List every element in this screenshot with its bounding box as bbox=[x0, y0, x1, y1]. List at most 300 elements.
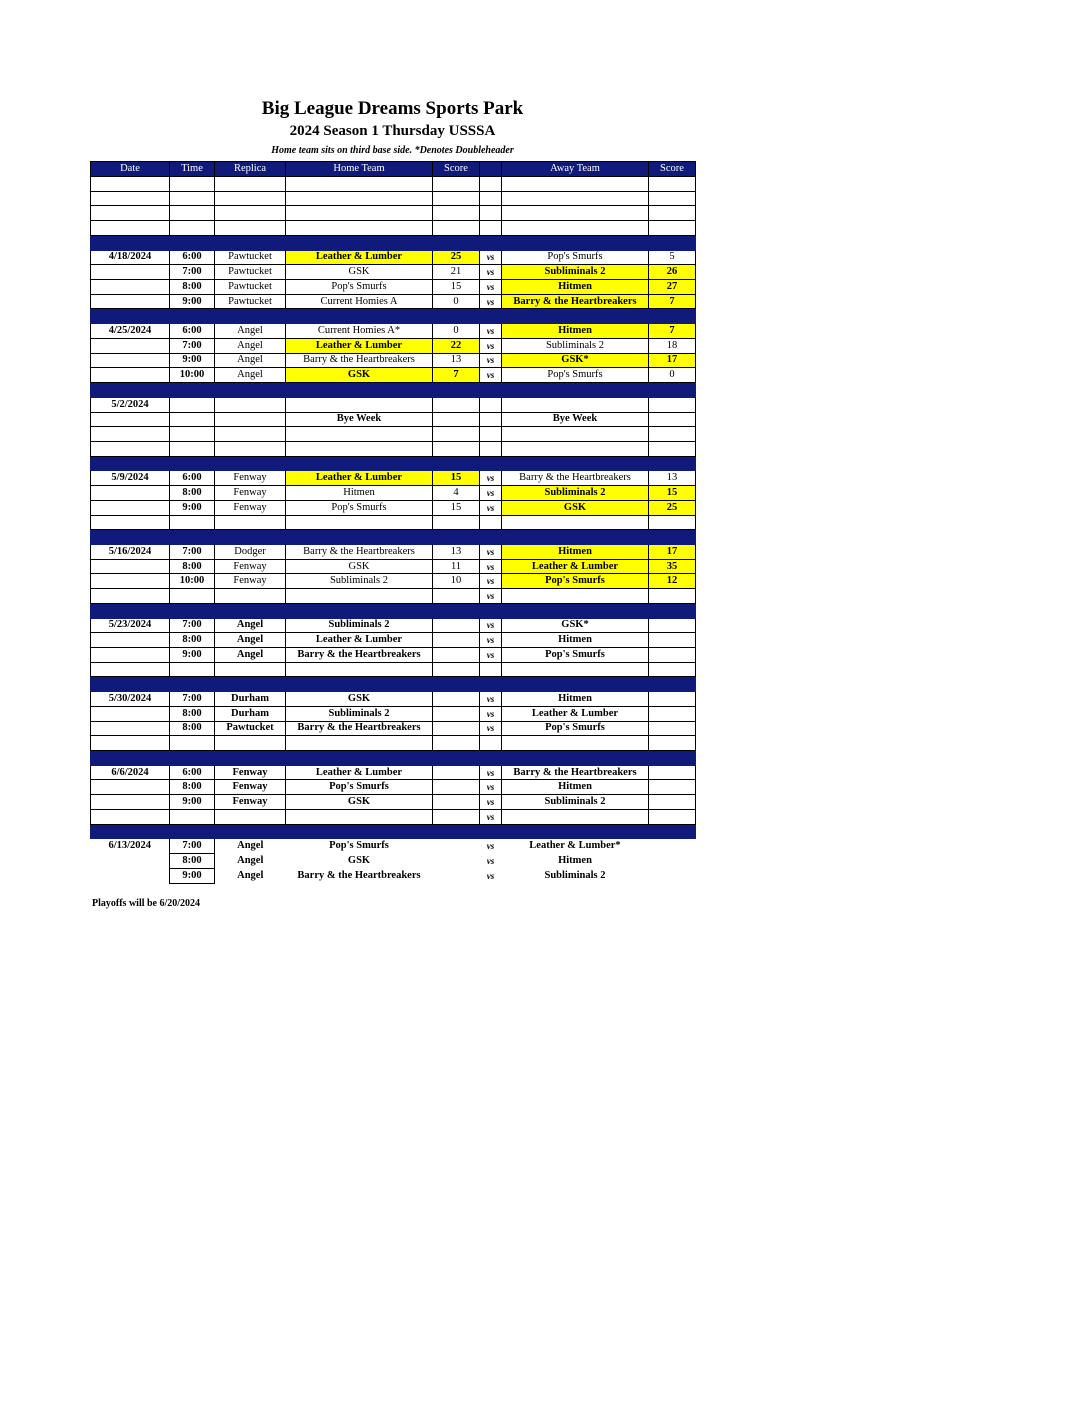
away-team-cell bbox=[502, 589, 649, 604]
time-cell bbox=[170, 677, 215, 692]
away-score-cell bbox=[649, 235, 696, 250]
date-cell bbox=[91, 809, 170, 824]
away-score-cell: 12 bbox=[649, 574, 696, 589]
replica-cell: Fenway bbox=[215, 574, 286, 589]
away-team-cell: Barry & the Heartbreakers bbox=[502, 765, 649, 780]
home-score-cell: 10 bbox=[433, 574, 480, 589]
time-cell: 7:00 bbox=[170, 265, 215, 280]
home-team-cell bbox=[286, 309, 433, 324]
vs-cell: vs bbox=[480, 780, 502, 795]
date-cell bbox=[91, 603, 170, 618]
vs-cell: vs bbox=[480, 706, 502, 721]
replica-cell bbox=[215, 751, 286, 766]
blank-row bbox=[91, 221, 696, 236]
replica-cell bbox=[215, 456, 286, 471]
replica-cell bbox=[215, 309, 286, 324]
away-team-cell: Barry & the Heartbreakers bbox=[502, 471, 649, 486]
home-team-cell bbox=[286, 824, 433, 839]
vs-cell bbox=[480, 412, 502, 427]
home-score-cell bbox=[433, 427, 480, 442]
time-cell: 6:00 bbox=[170, 471, 215, 486]
home-team-cell: GSK bbox=[347, 854, 371, 866]
time-cell: 8:00 bbox=[170, 280, 215, 295]
away-score-cell: 7 bbox=[649, 324, 696, 339]
time-cell bbox=[170, 456, 215, 471]
home-team-cell: Pop's Smurfs bbox=[286, 280, 433, 295]
time-cell bbox=[170, 221, 215, 236]
time-cell bbox=[170, 530, 215, 545]
table-row bbox=[91, 574, 696, 589]
vs-cell: vs bbox=[480, 338, 502, 353]
away-team-cell bbox=[502, 662, 649, 677]
vs-cell: vs bbox=[480, 559, 502, 574]
away-score-cell bbox=[649, 795, 696, 810]
time-cell: 6:00 bbox=[170, 324, 215, 339]
table-row bbox=[91, 338, 696, 353]
home-team-cell bbox=[286, 736, 433, 751]
home-score-cell bbox=[433, 824, 480, 839]
date-cell bbox=[91, 795, 170, 810]
blank-row bbox=[91, 662, 696, 677]
table-row bbox=[91, 265, 696, 280]
table-row bbox=[91, 706, 696, 721]
col-header-replica: Replica bbox=[215, 162, 286, 177]
away-score-cell bbox=[649, 456, 696, 471]
home-score-cell bbox=[433, 751, 480, 766]
date-cell bbox=[91, 662, 170, 677]
home-team-cell bbox=[286, 530, 433, 545]
away-score-cell bbox=[649, 721, 696, 736]
vs-cell: vs bbox=[480, 765, 502, 780]
week-separator-row bbox=[91, 456, 696, 471]
away-team-cell: Hitmen bbox=[502, 692, 649, 707]
home-score-cell bbox=[433, 662, 480, 677]
replica-cell: Durham bbox=[215, 692, 286, 707]
time-cell: 8:00 bbox=[170, 486, 215, 501]
away-score-cell: 0 bbox=[649, 368, 696, 383]
date-cell bbox=[91, 441, 170, 456]
home-score-cell bbox=[433, 648, 480, 663]
away-score-cell bbox=[649, 648, 696, 663]
replica-cell: Angel bbox=[237, 840, 264, 852]
date-cell bbox=[91, 500, 170, 515]
replica-cell bbox=[215, 191, 286, 206]
date-cell bbox=[91, 177, 170, 192]
time-cell bbox=[170, 824, 215, 839]
home-score-cell bbox=[433, 868, 480, 883]
home-team-cell bbox=[286, 809, 433, 824]
vs-cell: vs bbox=[486, 870, 495, 881]
time-cell bbox=[170, 383, 215, 398]
time-cell bbox=[170, 589, 215, 604]
away-score-cell: 35 bbox=[649, 559, 696, 574]
table-row bbox=[91, 809, 696, 824]
replica-cell bbox=[215, 383, 286, 398]
table-row bbox=[91, 795, 696, 810]
time-cell: 8:00 bbox=[170, 633, 215, 648]
time-cell: 9:00 bbox=[170, 500, 215, 515]
away-team-cell bbox=[502, 456, 649, 471]
home-team-cell: Barry & the Heartbreakers bbox=[286, 721, 433, 736]
time-cell: 7:00 bbox=[170, 338, 215, 353]
away-team-cell bbox=[502, 751, 649, 766]
away-team-cell: Hitmen bbox=[502, 633, 649, 648]
home-score-cell bbox=[433, 765, 480, 780]
date-cell bbox=[91, 338, 170, 353]
away-score-cell bbox=[649, 589, 696, 604]
date-cell bbox=[91, 456, 170, 471]
replica-cell bbox=[215, 589, 286, 604]
home-team-cell: Current Homies A* bbox=[286, 324, 433, 339]
away-team-cell bbox=[502, 191, 649, 206]
week-separator-row bbox=[91, 603, 696, 618]
replica-cell: Fenway bbox=[215, 780, 286, 795]
replica-cell: Angel bbox=[215, 618, 286, 633]
away-team-cell bbox=[502, 397, 649, 412]
home-team-cell: Barry & the Heartbreakers bbox=[286, 353, 433, 368]
time-cell bbox=[170, 177, 215, 192]
home-team-cell: Hitmen bbox=[286, 486, 433, 501]
table-row bbox=[91, 765, 696, 780]
date-cell bbox=[91, 191, 170, 206]
vs-cell bbox=[480, 221, 502, 236]
away-team-cell: Hitmen bbox=[502, 780, 649, 795]
blank-row bbox=[91, 441, 696, 456]
replica-cell bbox=[215, 809, 286, 824]
time-cell: 10:00 bbox=[170, 368, 215, 383]
vs-cell: vs bbox=[480, 324, 502, 339]
home-score-cell: 13 bbox=[433, 353, 480, 368]
home-score-cell: 7 bbox=[433, 368, 480, 383]
away-team-cell bbox=[502, 809, 649, 824]
table-header-row bbox=[91, 162, 696, 177]
home-team-cell bbox=[286, 427, 433, 442]
date-cell bbox=[91, 677, 170, 692]
date-cell bbox=[91, 309, 170, 324]
time-cell bbox=[170, 809, 215, 824]
home-score-cell bbox=[433, 515, 480, 530]
home-score-cell: 0 bbox=[433, 324, 480, 339]
table-row bbox=[91, 780, 696, 795]
blank-row bbox=[91, 191, 696, 206]
home-score-cell bbox=[433, 441, 480, 456]
away-team-cell bbox=[502, 530, 649, 545]
date-cell bbox=[91, 368, 170, 383]
home-team-cell: Leather & Lumber bbox=[286, 250, 433, 265]
away-team-cell bbox=[502, 206, 649, 221]
home-score-cell: 11 bbox=[433, 559, 480, 574]
home-score-cell: 22 bbox=[433, 338, 480, 353]
away-score-cell: 7 bbox=[649, 294, 696, 309]
replica-cell bbox=[215, 427, 286, 442]
home-team-cell: GSK bbox=[286, 692, 433, 707]
time-cell: 8:00 bbox=[170, 559, 215, 574]
vs-cell bbox=[480, 206, 502, 221]
vs-cell: vs bbox=[480, 471, 502, 486]
date-cell bbox=[91, 412, 170, 427]
home-score-cell bbox=[433, 795, 480, 810]
replica-cell: Angel bbox=[237, 869, 264, 881]
home-score-cell: 13 bbox=[433, 544, 480, 559]
away-team-cell: Hitmen bbox=[502, 544, 649, 559]
date-cell bbox=[91, 280, 170, 295]
home-team-cell: GSK bbox=[286, 265, 433, 280]
blank-row bbox=[91, 736, 696, 751]
home-team-cell bbox=[286, 235, 433, 250]
vs-cell bbox=[480, 677, 502, 692]
away-score-cell bbox=[649, 603, 696, 618]
vs-cell: vs bbox=[480, 280, 502, 295]
home-team-cell: Leather & Lumber bbox=[286, 338, 433, 353]
home-score-cell bbox=[433, 221, 480, 236]
away-team-cell: Hitmen bbox=[502, 324, 649, 339]
replica-cell: Angel bbox=[215, 338, 286, 353]
replica-cell bbox=[215, 677, 286, 692]
date-cell bbox=[91, 780, 170, 795]
table-row bbox=[91, 618, 696, 633]
replica-cell: Fenway bbox=[215, 559, 286, 574]
away-team-cell bbox=[502, 235, 649, 250]
home-team-cell: GSK bbox=[286, 368, 433, 383]
replica-cell: Angel bbox=[215, 353, 286, 368]
home-team-cell bbox=[286, 441, 433, 456]
away-team-cell: Subliminals 2 bbox=[502, 338, 649, 353]
date-cell bbox=[91, 824, 170, 839]
home-score-cell: 15 bbox=[433, 500, 480, 515]
time-cell: 9:00 bbox=[170, 868, 215, 883]
date-cell bbox=[91, 353, 170, 368]
date-cell bbox=[91, 751, 170, 766]
time-cell: 9:00 bbox=[170, 294, 215, 309]
col-header-home-team: Home Team bbox=[286, 162, 433, 177]
table-row bbox=[91, 868, 696, 883]
vs-cell bbox=[480, 662, 502, 677]
home-team-cell: Barry & the Heartbreakers bbox=[286, 544, 433, 559]
away-score-cell bbox=[649, 412, 696, 427]
home-score-cell bbox=[433, 706, 480, 721]
time-cell bbox=[170, 736, 215, 751]
away-team-cell bbox=[502, 736, 649, 751]
home-team-cell bbox=[286, 662, 433, 677]
vs-cell: vs bbox=[480, 721, 502, 736]
replica-cell: Fenway bbox=[215, 486, 286, 501]
time-cell: 8:00 bbox=[170, 854, 215, 869]
away-score-cell bbox=[649, 427, 696, 442]
col-header-vs bbox=[480, 162, 502, 177]
away-score-cell: 26 bbox=[649, 265, 696, 280]
replica-cell bbox=[215, 662, 286, 677]
blank-row bbox=[91, 515, 696, 530]
away-team-cell: Pop's Smurfs bbox=[502, 250, 649, 265]
home-team-cell: Barry & the Heartbreakers bbox=[297, 869, 421, 881]
date-cell bbox=[91, 854, 170, 869]
date-cell bbox=[91, 383, 170, 398]
away-team-cell bbox=[502, 177, 649, 192]
away-score-cell bbox=[649, 206, 696, 221]
home-score-cell: 25 bbox=[433, 250, 480, 265]
vs-cell: vs bbox=[480, 265, 502, 280]
replica-cell bbox=[215, 736, 286, 751]
home-score-cell bbox=[433, 530, 480, 545]
date-cell bbox=[91, 736, 170, 751]
col-header-away-score: Score bbox=[649, 162, 696, 177]
away-team-cell bbox=[502, 824, 649, 839]
home-score-cell bbox=[433, 809, 480, 824]
vs-cell: vs bbox=[480, 795, 502, 810]
replica-cell bbox=[215, 235, 286, 250]
replica-cell bbox=[215, 412, 286, 427]
table-row bbox=[91, 854, 696, 869]
date-cell bbox=[91, 868, 170, 883]
date-cell bbox=[91, 265, 170, 280]
replica-cell: Fenway bbox=[215, 471, 286, 486]
week-separator-row bbox=[91, 530, 696, 545]
home-team-cell: GSK bbox=[286, 559, 433, 574]
home-team-cell: Leather & Lumber bbox=[286, 633, 433, 648]
away-score-cell bbox=[649, 633, 696, 648]
away-score-cell bbox=[649, 751, 696, 766]
away-team-cell bbox=[502, 515, 649, 530]
away-team-cell bbox=[502, 427, 649, 442]
vs-cell bbox=[480, 441, 502, 456]
page-title: Big League Dreams Sports Park bbox=[261, 98, 524, 119]
replica-cell: Durham bbox=[215, 706, 286, 721]
date-cell bbox=[91, 294, 170, 309]
time-cell: 7:00 bbox=[170, 692, 215, 707]
table-row bbox=[91, 412, 696, 427]
home-score-cell bbox=[433, 309, 480, 324]
schedule-body bbox=[91, 177, 696, 884]
vs-cell bbox=[480, 603, 502, 618]
vs-cell bbox=[480, 235, 502, 250]
date-cell bbox=[91, 206, 170, 221]
away-team-cell bbox=[502, 221, 649, 236]
vs-cell: vs bbox=[480, 250, 502, 265]
date-cell bbox=[91, 530, 170, 545]
replica-cell bbox=[215, 221, 286, 236]
home-score-cell bbox=[433, 839, 480, 854]
away-score-cell bbox=[649, 706, 696, 721]
home-team-cell bbox=[286, 515, 433, 530]
table-row bbox=[91, 294, 696, 309]
vs-cell: vs bbox=[486, 841, 495, 852]
col-header-away-team: Away Team bbox=[502, 162, 649, 177]
away-score-cell bbox=[649, 397, 696, 412]
home-team-cell bbox=[286, 603, 433, 618]
time-cell bbox=[170, 751, 215, 766]
time-cell: 9:00 bbox=[170, 648, 215, 663]
time-cell bbox=[170, 206, 215, 221]
vs-cell bbox=[480, 191, 502, 206]
replica-cell: Pawtucket bbox=[215, 265, 286, 280]
replica-cell bbox=[215, 206, 286, 221]
vs-cell: vs bbox=[480, 574, 502, 589]
blank-row bbox=[91, 177, 696, 192]
home-score-cell bbox=[433, 618, 480, 633]
time-cell: 9:00 bbox=[170, 353, 215, 368]
away-score-cell bbox=[649, 839, 696, 854]
date-cell bbox=[91, 721, 170, 736]
home-team-cell bbox=[286, 589, 433, 604]
vs-cell: vs bbox=[486, 855, 495, 866]
home-team-cell: Pop's Smurfs bbox=[286, 500, 433, 515]
table-row bbox=[91, 353, 696, 368]
table-row bbox=[91, 486, 696, 501]
table-row bbox=[91, 692, 696, 707]
home-score-cell bbox=[433, 780, 480, 795]
home-team-cell: Subliminals 2 bbox=[286, 706, 433, 721]
time-cell bbox=[170, 515, 215, 530]
vs-cell: vs bbox=[480, 633, 502, 648]
home-score-cell bbox=[433, 603, 480, 618]
home-team-cell: Current Homies A bbox=[286, 294, 433, 309]
schedule-table bbox=[90, 161, 696, 884]
replica-cell bbox=[215, 530, 286, 545]
replica-cell: Pawtucket bbox=[215, 250, 286, 265]
col-header-time: Time bbox=[170, 162, 215, 177]
date-cell: 5/2/2024 bbox=[91, 397, 170, 412]
home-team-cell bbox=[286, 177, 433, 192]
away-team-cell: Leather & Lumber* bbox=[529, 840, 621, 852]
blank-row bbox=[91, 427, 696, 442]
away-score-cell bbox=[649, 177, 696, 192]
away-score-cell: 15 bbox=[649, 486, 696, 501]
home-team-cell bbox=[286, 206, 433, 221]
date-cell bbox=[91, 633, 170, 648]
away-team-cell bbox=[502, 677, 649, 692]
time-cell bbox=[170, 662, 215, 677]
away-score-cell bbox=[649, 618, 696, 633]
away-team-cell bbox=[502, 309, 649, 324]
away-team-cell: Pop's Smurfs bbox=[502, 648, 649, 663]
home-score-cell bbox=[433, 383, 480, 398]
vs-cell: vs bbox=[480, 500, 502, 515]
away-team-cell: Subliminals 2 bbox=[544, 869, 606, 881]
week-separator-row bbox=[91, 677, 696, 692]
away-team-cell: Leather & Lumber bbox=[502, 706, 649, 721]
away-score-cell bbox=[649, 692, 696, 707]
time-cell bbox=[170, 397, 215, 412]
table-row bbox=[91, 368, 696, 383]
away-score-cell bbox=[649, 662, 696, 677]
vs-cell: vs bbox=[480, 809, 502, 824]
time-cell: 8:00 bbox=[170, 721, 215, 736]
date-cell: 5/30/2024 bbox=[91, 692, 170, 707]
blank-row bbox=[91, 206, 696, 221]
away-score-cell bbox=[649, 515, 696, 530]
replica-cell: Fenway bbox=[215, 795, 286, 810]
time-cell bbox=[170, 235, 215, 250]
home-score-cell bbox=[433, 633, 480, 648]
time-cell: 10:00 bbox=[170, 574, 215, 589]
home-team-cell: Pop's Smurfs bbox=[329, 840, 389, 852]
replica-cell: Angel bbox=[215, 368, 286, 383]
home-team-cell: Leather & Lumber bbox=[286, 471, 433, 486]
replica-cell bbox=[215, 515, 286, 530]
replica-cell: Angel bbox=[215, 633, 286, 648]
home-score-cell bbox=[433, 736, 480, 751]
time-cell: 6:00 bbox=[170, 765, 215, 780]
date-cell bbox=[91, 515, 170, 530]
date-cell bbox=[91, 589, 170, 604]
vs-cell bbox=[480, 427, 502, 442]
away-score-cell bbox=[649, 309, 696, 324]
away-team-cell: Subliminals 2 bbox=[502, 795, 649, 810]
time-cell: 7:00 bbox=[170, 544, 215, 559]
table-row bbox=[91, 839, 696, 854]
home-team-cell: Leather & Lumber bbox=[286, 765, 433, 780]
table-row bbox=[91, 324, 696, 339]
